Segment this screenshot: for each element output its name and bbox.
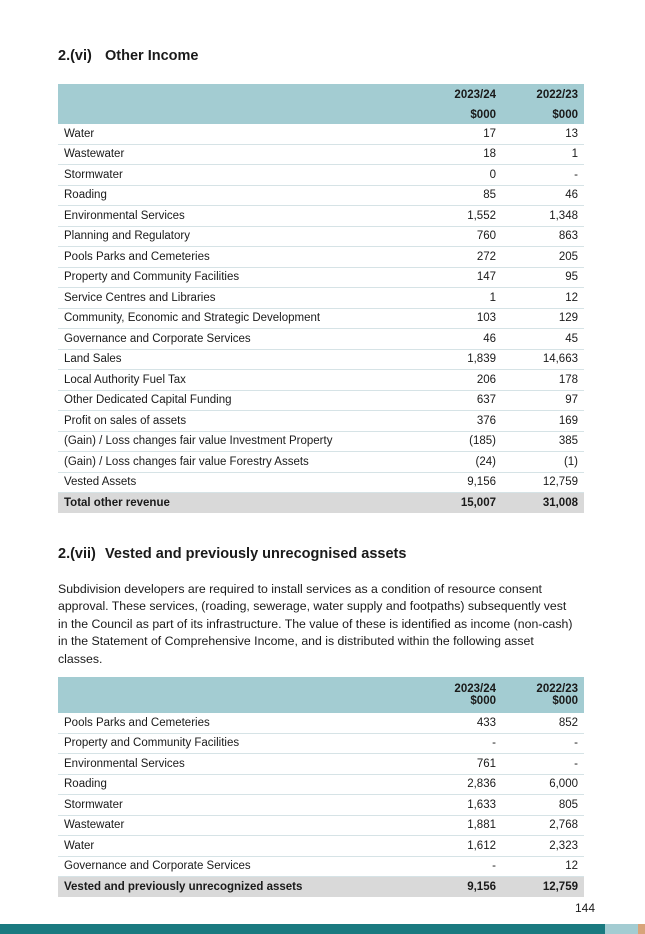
value-current-year: 1,612 [420,836,502,857]
value-prior-year: 805 [502,795,584,816]
table-row [58,795,584,816]
row-label: Roading [58,185,420,206]
table-row [58,390,584,411]
header-blank [58,105,420,124]
value-prior-year: 129 [502,308,584,329]
table-row [58,713,584,733]
value-prior-year: - [502,754,584,775]
row-label: Environmental Services [58,206,420,227]
total-current-year: 9,156 [420,877,502,897]
value-current-year: 1,839 [420,349,502,370]
value-current-year: 206 [420,370,502,391]
row-label: Community, Economic and Strategic Development [58,308,420,329]
table-row [58,329,584,350]
header-unit-a: $000 [470,695,496,707]
value-current-year: 272 [420,247,502,268]
header-year-2023-24: 2023/24 [420,84,502,105]
header-unit-a: $000 [420,105,502,124]
table-row [58,856,584,877]
table-row [58,124,584,144]
table-row [58,247,584,268]
header-year-unit-a [420,677,502,713]
value-current-year: 637 [420,390,502,411]
table-row [58,349,584,370]
row-label: Environmental Services [58,754,420,775]
row-label: Stormwater [58,165,420,186]
table-row [58,754,584,775]
table-row [58,411,584,432]
table-row [58,267,584,288]
row-label: Roading [58,774,420,795]
header-unit-b: $000 [502,105,584,124]
value-prior-year: 12 [502,856,584,877]
section-title-vested-assets [58,546,406,562]
row-label: Vested Assets [58,472,420,493]
header-blank [58,84,420,105]
header-year-2022-23: 2022/23 [536,683,578,695]
value-prior-year: 14,663 [502,349,584,370]
row-label: (Gain) / Loss changes fair value Investment Property [58,431,420,452]
value-current-year: 103 [420,308,502,329]
value-current-year: 761 [420,754,502,775]
total-label: Total other revenue [58,493,420,513]
row-label: Governance and Corporate Services [58,329,420,350]
footer-bar [0,924,645,934]
value-current-year: 18 [420,144,502,165]
value-current-year: 760 [420,226,502,247]
header-blank [58,677,420,713]
row-label: Other Dedicated Capital Funding [58,390,420,411]
table-row [58,288,584,309]
total-row [58,877,584,897]
value-current-year: 1,633 [420,795,502,816]
table-row [58,165,584,186]
value-prior-year: 46 [502,185,584,206]
header-year-2023-24: 2023/24 [454,683,496,695]
section-heading: Other Income [105,48,199,64]
value-current-year: 85 [420,185,502,206]
row-label: Profit on sales of assets [58,411,420,432]
value-prior-year: 97 [502,390,584,411]
value-prior-year: - [502,165,584,186]
total-label: Vested and previously unrecognized assets [58,877,420,897]
table-row [58,206,584,227]
value-current-year: 1,881 [420,815,502,836]
row-label: Water [58,124,420,144]
value-current-year: 433 [420,713,502,733]
total-current-year: 15,007 [420,493,502,513]
section-heading: Vested and previously unrecognised assets [105,546,407,562]
table-row [58,472,584,493]
row-label: Wastewater [58,815,420,836]
table-row [58,185,584,206]
value-prior-year: 863 [502,226,584,247]
value-prior-year: 12 [502,288,584,309]
footer-accent-tan [638,924,645,934]
row-label: Local Authority Fuel Tax [58,370,420,391]
row-label: Stormwater [58,795,420,816]
value-prior-year: 12,759 [502,472,584,493]
vested-assets-table [58,677,584,897]
value-prior-year: 6,000 [502,774,584,795]
value-prior-year: 45 [502,329,584,350]
page-number: 144 [574,901,595,915]
value-current-year: - [420,856,502,877]
value-prior-year: (1) [502,452,584,473]
total-prior-year: 31,008 [502,493,584,513]
value-prior-year: 1,348 [502,206,584,227]
row-label: Service Centres and Libraries [58,288,420,309]
header-year-unit-b [502,677,584,713]
value-prior-year: 2,323 [502,836,584,857]
value-current-year: - [420,733,502,754]
table-row [58,836,584,857]
row-label: Land Sales [58,349,420,370]
value-current-year: 17 [420,124,502,144]
row-label: Water [58,836,420,857]
section-title-other-income [58,48,199,64]
total-row [58,493,584,513]
table-row [58,774,584,795]
value-current-year: 147 [420,267,502,288]
value-current-year: 46 [420,329,502,350]
header-unit-b: $000 [552,695,578,707]
table-row [58,226,584,247]
table-row [58,370,584,391]
value-current-year: (185) [420,431,502,452]
value-prior-year: 13 [502,124,584,144]
header-year-2022-23: 2022/23 [502,84,584,105]
value-prior-year: 178 [502,370,584,391]
section-number: 2.(vii) [58,546,96,562]
value-current-year: 376 [420,411,502,432]
row-label: Pools Parks and Cemeteries [58,247,420,268]
value-current-year: 0 [420,165,502,186]
row-label: Governance and Corporate Services [58,856,420,877]
value-current-year: 1,552 [420,206,502,227]
total-prior-year: 12,759 [502,877,584,897]
table-row [58,733,584,754]
value-prior-year: 169 [502,411,584,432]
table-row [58,308,584,329]
row-label: Property and Community Facilities [58,267,420,288]
footer-accent-light [605,924,638,934]
value-prior-year: 205 [502,247,584,268]
row-label: Pools Parks and Cemeteries [58,713,420,733]
row-label: Planning and Regulatory [58,226,420,247]
value-prior-year: 1 [502,144,584,165]
section-number: 2.(vi) [58,48,92,64]
row-label: (Gain) / Loss changes fair value Forestry Assets [58,452,420,473]
value-prior-year: 385 [502,431,584,452]
vested-assets-paragraph: Subdivision developers are required to install services as a condition of resource consent approval. These services, (roading, sewerage, water supply and footpaths) subsequently vest in the Council as part of its infrastructure. The value of these is identified as income (non-cash) in the Statement of Comprehensive Income, and is distributed within the following asset classes. [58,582,573,666]
value-prior-year: - [502,733,584,754]
table-row [58,144,584,165]
value-prior-year: 2,768 [502,815,584,836]
row-label: Wastewater [58,144,420,165]
table-row [58,815,584,836]
row-label: Property and Community Facilities [58,733,420,754]
value-current-year: 2,836 [420,774,502,795]
value-prior-year: 95 [502,267,584,288]
value-prior-year: 852 [502,713,584,733]
table-row [58,452,584,473]
value-current-year: (24) [420,452,502,473]
table-row [58,431,584,452]
other-income-table [58,84,584,513]
value-current-year: 1 [420,288,502,309]
value-current-year: 9,156 [420,472,502,493]
